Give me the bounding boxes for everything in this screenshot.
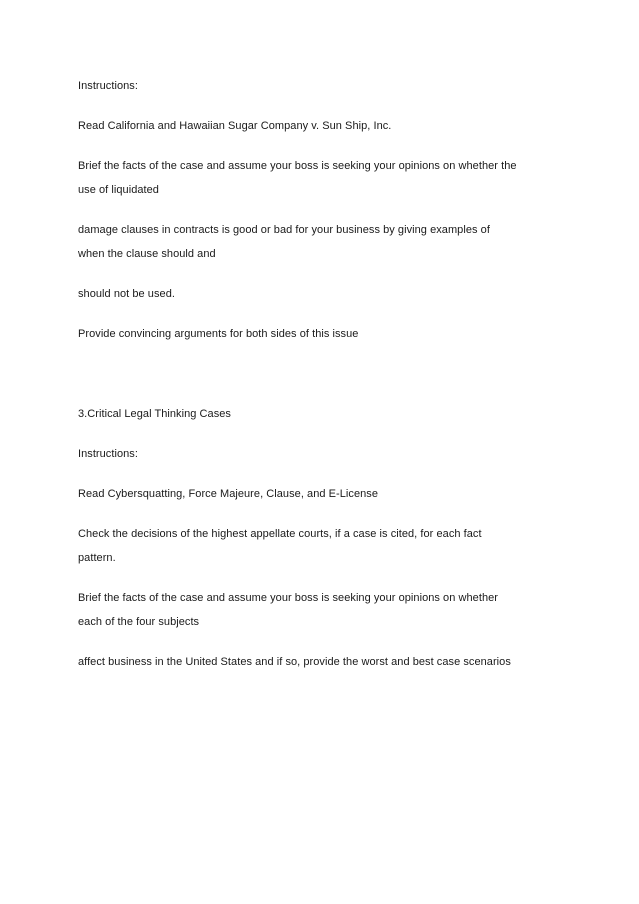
damage-clauses-line-1: damage clauses in contracts is good or bad for your business by giving examples of — [78, 224, 490, 236]
brief-facts-line-2: use of liquidated — [78, 184, 159, 196]
brief-facts-2-line-2: each of the four subjects — [78, 616, 200, 628]
convincing-arguments-line: Provide convincing arguments for both sides of this issue — [78, 328, 359, 340]
read-topics-line: Read Cybersquatting, Force Majeure, Clause, and E-License — [78, 488, 379, 500]
check-decisions-line-2: pattern. — [78, 552, 116, 564]
check-decisions-line-1: Check the decisions of the highest appellate courts, if a case is cited, for each fact — [78, 528, 482, 540]
brief-facts-line-1: Brief the facts of the case and assume your boss is seeking your opinions on whether the — [78, 160, 517, 172]
instructions-heading: Instructions: — [78, 80, 138, 92]
should-not-be-used-line: should not be used. — [78, 288, 175, 300]
instructions-heading-2: Instructions: — [78, 448, 138, 460]
affect-business-line: affect business in the United States and if so, provide the worst and best case scenarios — [78, 656, 511, 668]
brief-facts-2-line-1: Brief the facts of the case and assume your boss is seeking your opinions on whether — [78, 592, 498, 604]
read-case-line: Read California and Hawaiian Sugar Company v. Sun Ship, Inc. — [78, 120, 392, 132]
section-title: 3.Critical Legal Thinking Cases — [78, 408, 231, 420]
damage-clauses-line-2: when the clause should and — [78, 248, 216, 260]
